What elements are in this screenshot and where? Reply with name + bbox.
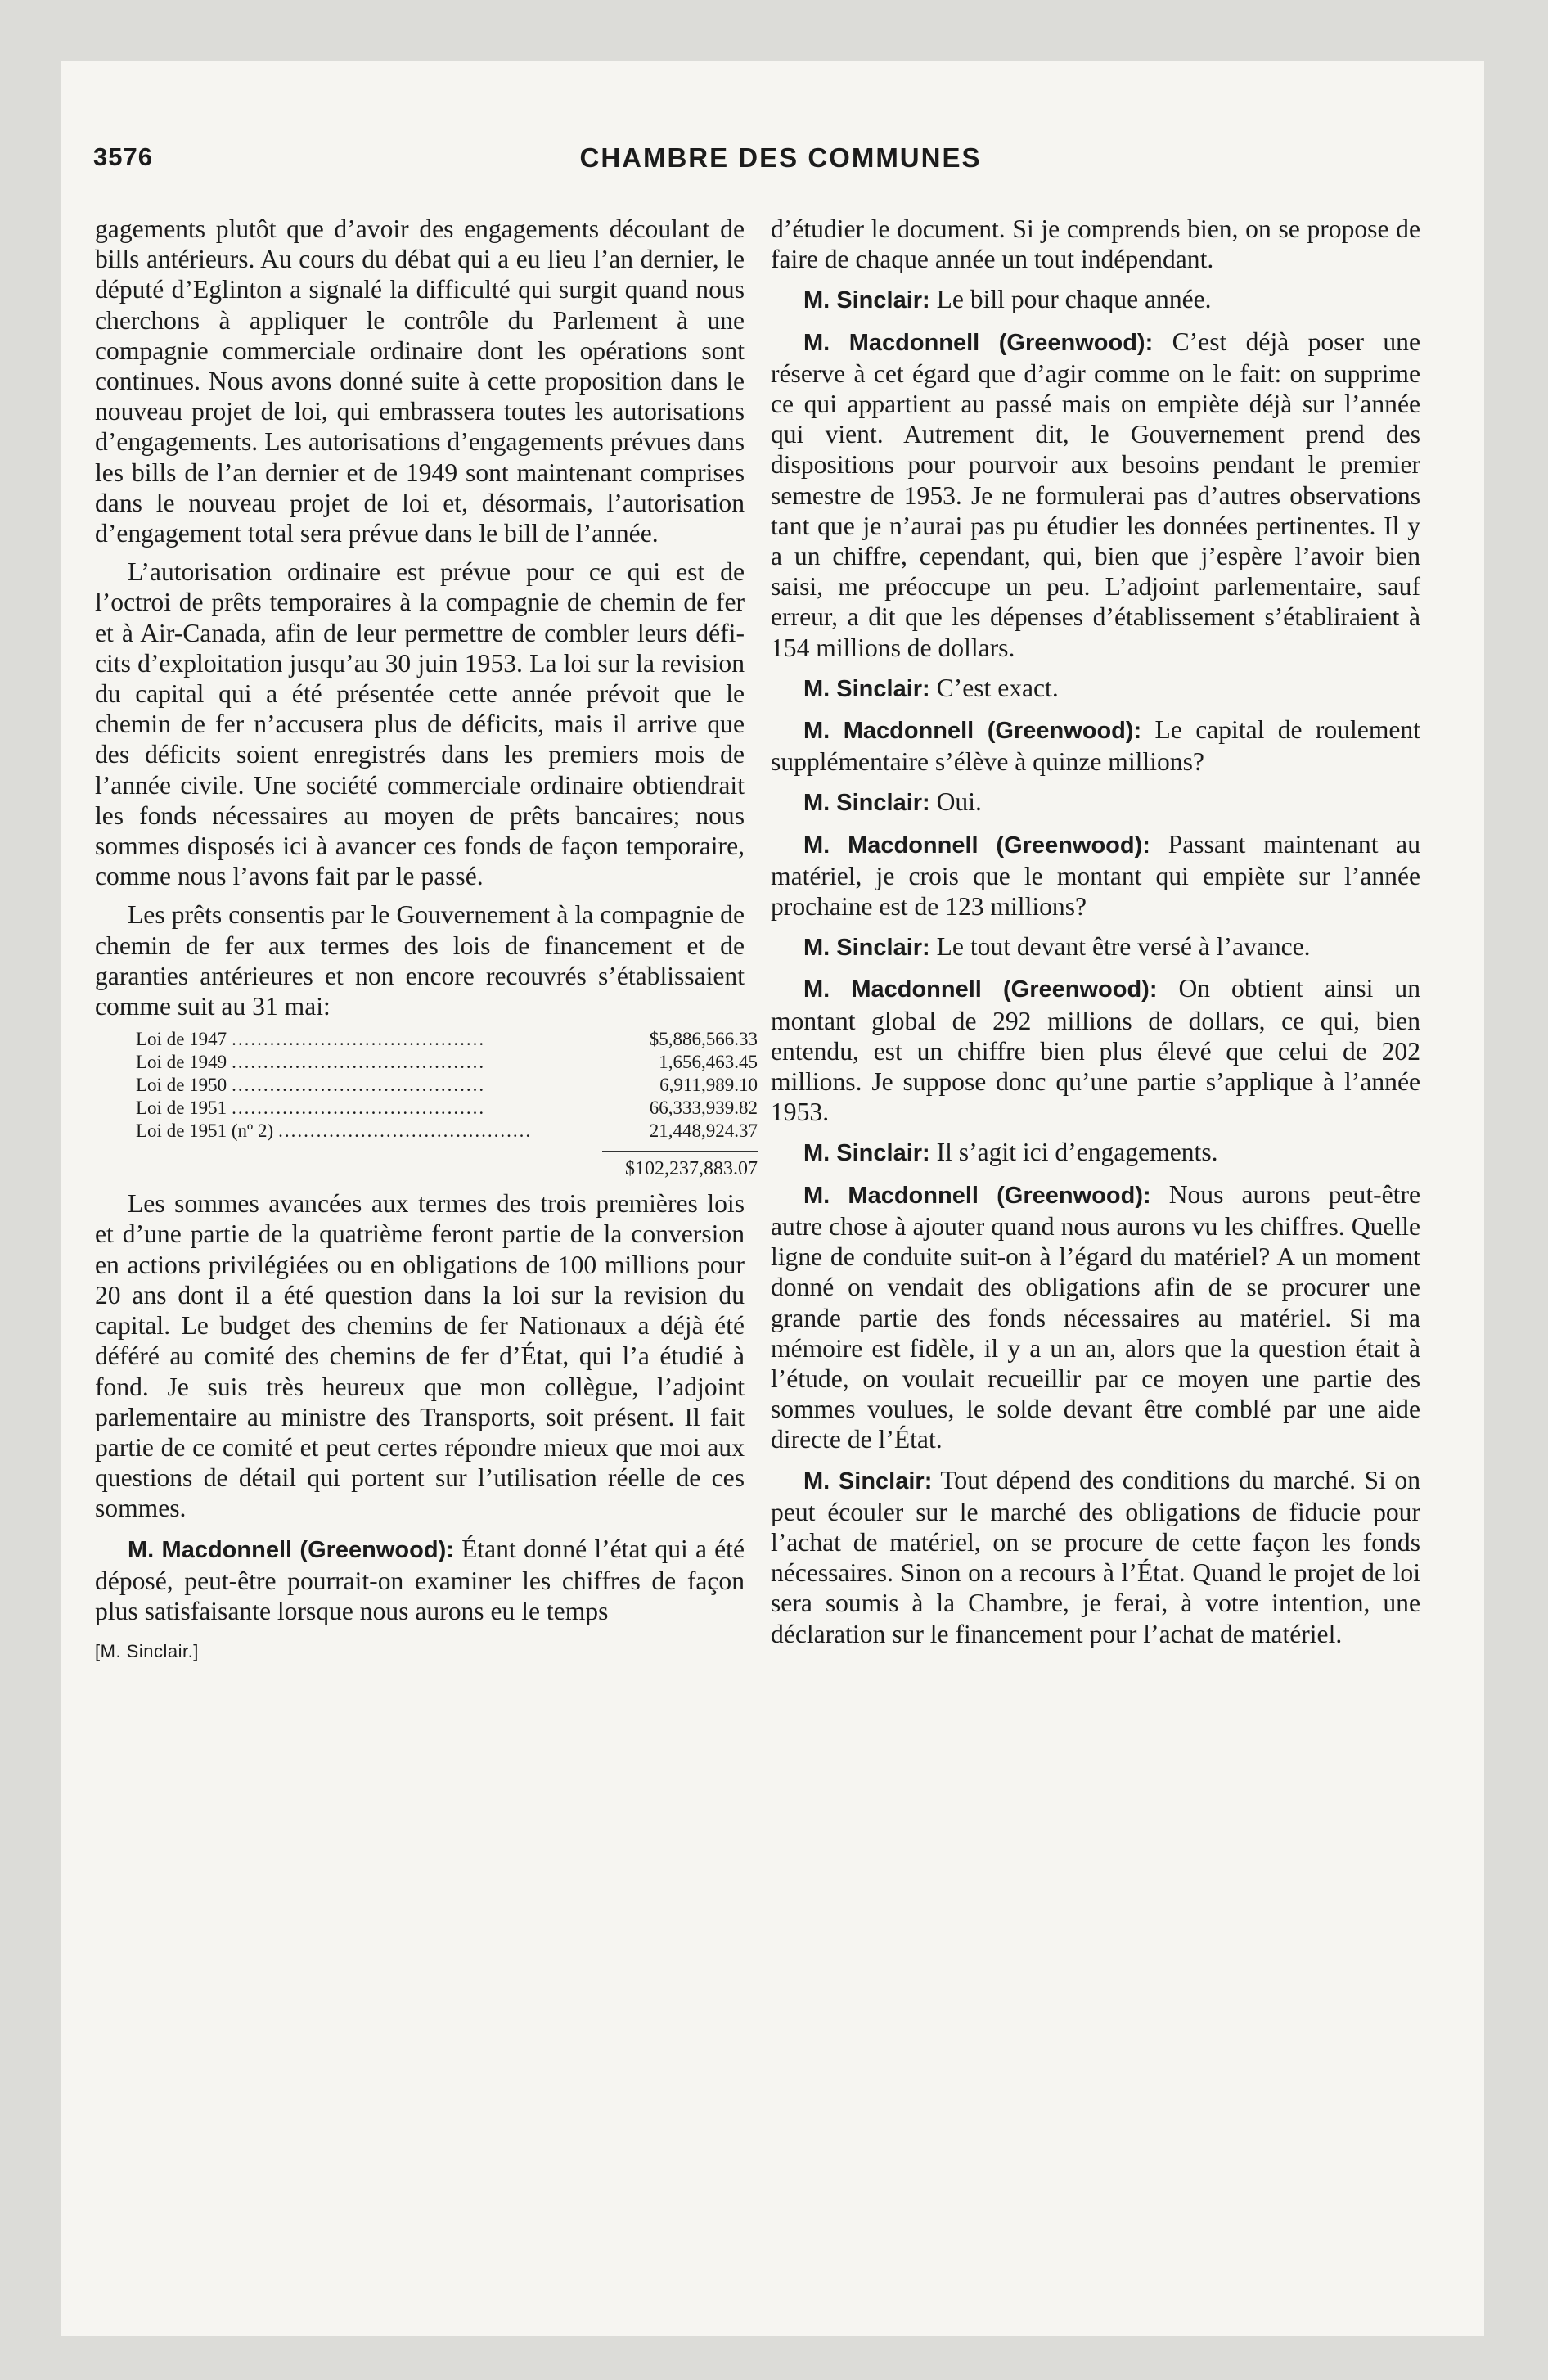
- speaker-name: M. Macdonnell (Greenwood):: [803, 832, 1150, 859]
- speech-text: Il s’agit ici d’engagements.: [929, 1138, 1218, 1167]
- loan-label: Loi de 1951: [136, 1098, 227, 1119]
- loan-row: [136, 1097, 758, 1120]
- speaker-name: M. Macdonnell (Greenwood):: [803, 329, 1154, 356]
- speech: [771, 931, 1420, 963]
- loans-table: [136, 1028, 758, 1180]
- left-column: [95, 214, 758, 1666]
- loan-amount: 6,911,989.10: [659, 1075, 758, 1096]
- speaker-name: M. Sinclair:: [803, 287, 930, 314]
- speech-text: On obtient ainsi un montant global de 292 millions de dollars, ce qui, bien entendu, est un chiffre bien plus élevé que celui de 202 millions. Je suppose donc qu’une partie s’applique à l’année 1953.: [771, 974, 1420, 1127]
- speech: [771, 327, 1420, 663]
- speech: [95, 1534, 745, 1627]
- speaker-name: M. Macdonnell (Greenwood):: [803, 976, 1158, 1003]
- paragraph: Les sommes avancées aux termes des trois premières lois et d’une partie de la quatrième feront partie de la conversion en actions privilégiées ou en obligations de 100 millions pour 20 ans dont il a été question dans la loi sur la revision du capital. Le budget des chemins de fer Nationaux a déjà été déféré au comité des chemins de fer d’État, qui l’a étudié à fond. Je suis très heureux que mon collègue, l’adjoint parlementaire au ministre des Transports, soit présent. Il fait partie de ce comité et peut certes répondre mieux que moi aux questions de détail qui portent sur l’utilisation réelle de ces sommes.: [95, 1189, 745, 1523]
- speech: [771, 1179, 1420, 1455]
- speech-text: Le capital de roulement supplémentaire s’élève à quinze millions?: [771, 715, 1420, 777]
- speech: [771, 714, 1420, 777]
- loan-label: Loi de 1950: [136, 1075, 227, 1096]
- loan-amount: 66,333,939.82: [649, 1098, 758, 1119]
- dot-leader: ........................................: [232, 1075, 486, 1096]
- paragraph: d’étudier le document. Si je comprends bien, on se propose de faire de chaque année un tout indépendant.: [771, 214, 1420, 274]
- speech-text: C’est déjà poser une réserve à cet égard que d’agir comme on le fait: on supprime ce qui appartient au passé mais on empiète déjà sur l’année qui vient. Autrement dit, le Gouvernement prend des dispositions pour pourvoir aux besoins pendant le premier semestre de 1953. Je ne formulerai pas d’autres observations tant que je n’aurai pas pu étudier les données pertinentes. Il y a un chiffre, cependant, qui, bien que j’espère l’avoir bien saisi, me préoccupe un peu. L’adjoint parlementaire, sauf erreur, a dit que les dépenses d’établissement s’établiraient à 154 millions de dollars.: [771, 327, 1420, 662]
- running-header: [93, 142, 1468, 183]
- speech-text: Étant donné l’état qui a été déposé, peut-être pourrait-on examiner les chiffres de façon plus satisfaisante lorsque nous aurons eu le temps: [95, 1534, 745, 1625]
- page-title: CHAMBRE DES COMMUNES: [579, 142, 982, 173]
- loan-label: Loi de 1949: [136, 1052, 227, 1073]
- speaker-name: M. Macdonnell (Greenwood):: [128, 1536, 454, 1563]
- dot-leader: ........................................: [232, 1029, 486, 1050]
- speech-text: Le tout devant être versé à l’avance.: [929, 932, 1311, 962]
- speaker-footer: [M. Sinclair.]: [95, 1641, 199, 1662]
- loan-row: [136, 1028, 758, 1051]
- speaker-name: M. Sinclair:: [803, 790, 930, 817]
- paragraph: Les prêts consentis par le Gouvernement à la compagnie de chemin de fer aux termes des lois de financement et de garanties antérieures et non encore recouvrés s’établissaient comme suit au 31 mai:: [95, 900, 745, 1021]
- loan-row: [136, 1051, 758, 1074]
- dot-leader: ........................................: [278, 1120, 533, 1142]
- dot-leader: ........................................: [232, 1098, 486, 1119]
- right-column: [771, 214, 1420, 1649]
- speech-text: Le bill pour chaque année.: [929, 285, 1212, 314]
- speech-text: Oui.: [929, 787, 982, 817]
- speech: [771, 1137, 1420, 1169]
- speaker-name: M. Sinclair:: [803, 1140, 930, 1167]
- loan-label: Loi de 1951 (nº 2): [136, 1120, 274, 1142]
- speech: [771, 1465, 1420, 1649]
- loan-amount: 21,448,924.37: [649, 1120, 758, 1142]
- speech: [771, 973, 1420, 1127]
- speaker-name: M. Sinclair:: [803, 935, 930, 962]
- dot-leader: ........................................: [232, 1052, 486, 1073]
- loans-total: $102,237,883.07: [625, 1158, 758, 1180]
- page-number: 3576: [93, 142, 153, 171]
- speech-text: C’est exact.: [929, 673, 1059, 702]
- speech-text: Tout dépend des conditions du marché. Si on peut écouler sur le marché des obligations de fiducie pour l’achat de matériel, on se procure de cette façon les fonds nécessaires. Sinon on a recours à l’État. Quand le projet de loi sera soumis à la Chambre, je ferai, à votre intention, une déclaration sur le financement pour l’achat de matériel.: [771, 1465, 1420, 1648]
- loan-amount: $5,886,566.33: [649, 1029, 758, 1050]
- total-rule: [602, 1151, 758, 1152]
- speech: [771, 787, 1420, 818]
- paragraph: L’autorisation ordinaire est prévue pour ce qui est de l’octroi de prêts temporaires à la compagnie de chemin de fer et à Air-Canada, afin de leur permettre de combler leurs déficits d’exploitation jusqu’au 30 juin 1953. La loi sur la revision du capital qui a été présentée cette année prévoit que le chemin de fer n’accusera plus de déficits, mais il arrive que des déficits soient enregistrés dans les premiers mois de l’année civile. Une société commerciale ordinaire obtiendrait les fonds nécessaires au moyen de prêts bancaires; nous sommes disposés ici à avancer ces fonds de façon temporaire, comme nous l’avons fait par le passé.: [95, 557, 745, 891]
- speaker-name: M. Macdonnell (Greenwood):: [803, 718, 1142, 745]
- paragraph: gagements plutôt que d’avoir des engagements découlant de bills antérieurs. Au cours du débat qui a eu lieu l’an dernier, le député d’Eglinton a signalé la difficulté qui surgit quand nous cherchons à appliquer le contrôle du Parlement à une compagnie commerciale ordinaire dont les opérations sont continues. Nous avons donné suite à cette proposition dans le nouveau projet de loi, qui embrassera toutes les autorisations d’engagements. Les autorisations d’engagements prévues dans les bills de l’an dernier et de 1949 sont maintenant comprises dans le nouveau projet de loi et, désormais, l’autorisation d’engagement total sera prévue dans le bill de l’année.: [95, 214, 745, 548]
- loan-row: [136, 1074, 758, 1097]
- loan-row: [136, 1120, 758, 1143]
- speaker-name: M. Sinclair:: [803, 675, 930, 702]
- speech: [771, 673, 1420, 705]
- speech-text: Nous aurons peut-être autre chose à ajouter quand nous aurons vu les chiffres. Quelle ligne de conduite suit-on à l’égard du matériel? A un moment donné on vendait des obligations afin de se procurer une grande partie des fonds nécessaires au matériel. Si ma mémoire est fidèle, il y a un an, alors que la question était à l’étude, on voulait recueillir par ce moyen une partie des sommes voulues, le solde devant être comblé par une aide directe de l’État.: [771, 1179, 1420, 1454]
- speech-text: Passant maintenant au matériel, je crois que le montant qui empiète sur l’année prochaine est de 123 millions?: [771, 829, 1420, 922]
- loan-label: Loi de 1947: [136, 1029, 227, 1050]
- speech: [771, 829, 1420, 922]
- speech: [771, 284, 1420, 316]
- document-page: [61, 61, 1484, 2336]
- speaker-name: M. Macdonnell (Greenwood):: [803, 1182, 1151, 1209]
- loan-amount: 1,656,463.45: [659, 1052, 758, 1073]
- speaker-name: M. Sinclair:: [803, 1467, 933, 1494]
